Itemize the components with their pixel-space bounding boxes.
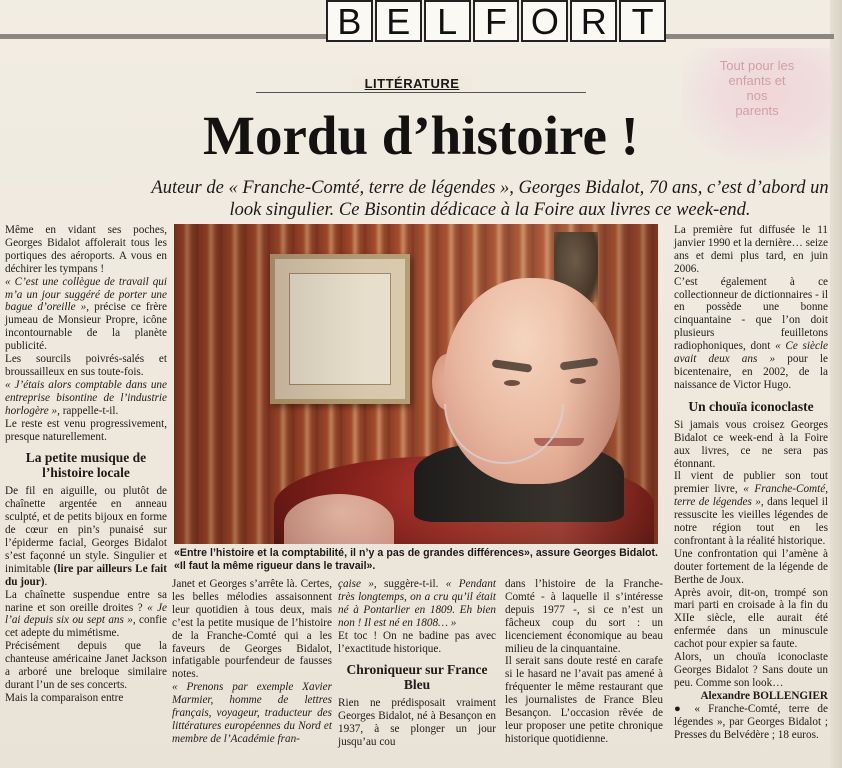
subheading: La petite musique de l’histoire locale [25, 450, 147, 481]
author-byline: Alexandre BOLLENGIER [700, 689, 828, 702]
paragraph: Les sourcils poivrés-salés et broussailleux en sus toute-fois. [5, 353, 167, 378]
text: Il vient de publier son tout premier livre, [674, 470, 828, 496]
book-reference: ● « Franche-Comté, terre de légendes », par Georges Bidalot ; Presses du Belvédère ; 18 euros. [674, 702, 828, 741]
subheading: Un chouïa iconoclaste [688, 398, 814, 414]
column-5 [674, 224, 828, 741]
masthead [326, 0, 666, 44]
paragraph: Alors, un chouïa iconoclaste Georges Bidalot ? Sans doute un peu. Comme son look… [674, 651, 828, 689]
quote: « Franche-Comté, terre de légendes » [674, 483, 829, 509]
paragraph: Le reste est venu progressivement, presque naturellement. [5, 417, 167, 443]
masthead-letter: F [473, 0, 520, 42]
masthead-rule-left [0, 34, 332, 39]
text: pour le bicentenaire, en 2002, de la naissance de Victor Hugo. [674, 353, 828, 391]
column-4 [505, 578, 663, 746]
quote: « Ce siècle avait deux ans » [674, 340, 828, 366]
text: C’est également à ce collectionneur de dictionnaires - il en possède une bonne cinquantaine - que l’on doit plusieurs feuilletons radiophoniques, dont [674, 275, 828, 353]
photo-shading [174, 224, 658, 544]
paragraph [338, 578, 496, 630]
advert-line: parents [735, 103, 779, 118]
text: La chaînette suspendue entre sa narine et son oreille droites ? [5, 588, 167, 614]
quote: « Pendant très longtemps, on a cru qu’il était né à Pontarlier en 1809. Eh bien non ! Il est né en 1808… » [338, 578, 496, 629]
column-3 [338, 578, 496, 749]
photo-caption: «Entre l’histoire et la comptabilité, il n’y a pas de grandes différences», assure Georges Bidalot. «Il faut la même rigueur dans le travail». [174, 547, 658, 572]
paragraph: Mais la comparaison entre [5, 691, 124, 704]
advert-line: nos [746, 88, 768, 103]
paragraph: Rien ne prédisposait vraiment Georges Bidalot, né à Besançon en 1937, à se plonger un jour jusqu’au cou [338, 697, 496, 749]
paragraph [5, 589, 167, 641]
masthead-letter: R [570, 0, 617, 42]
text: , dans lequel il ressuscite les vieilles légendes de notre région tout en les confrontant à la réalité historique. [674, 496, 829, 547]
standfirst: Auteur de « Franche-Comté, terre de légendes », Georges Bidalot, 70 ans, c’est d’abord un look singulier. Ce Bisontin dédicace à la Foire aux livres ce week-end. [151, 178, 829, 220]
quote: « Je l’ai depuis six ou sept ans » [5, 601, 168, 627]
column-1 [5, 224, 167, 705]
paragraph: Après avoir, dit-on, trompé son mari parti en croisade à la fin du XIIe siècle, elle aurait été enfermée dans un minuscule cachot pour expier sa faute. [674, 586, 828, 651]
advert-line: Tout pour les [719, 58, 795, 73]
paragraph [674, 470, 828, 547]
paragraph: Précisément depuis que la chanteuse américaine Janet Jackson a arboré une breloque similaire durant l’un de ses concerts. [5, 640, 167, 691]
text: De fil en aiguille, ou plutôt de chaînette argentée en anneau sculpté, et de petits bijoux en forme de cœur en pin’s punaisé sur l’épiderme facial, Georges Bidalot s’est façonné un style. Singulier et inimitable [5, 485, 167, 575]
paragraph: Une confrontation qui l’amène à douter fortement de la légende de Berthe de Joux. [674, 547, 828, 586]
quote: « C’est une collègue de travail qui m’a un jour suggéré de porter une bague d’oreille » [5, 275, 167, 314]
paragraph: Même en vidant ses poches, Georges Bidalot affolerait tous les portiques des aéroports. A vous en déchirer les tympans ! [5, 224, 167, 275]
paragraph: Janet et Georges s’arrête là. Certes, les belles mélodies assaisonnent leur quotidien à tous deux, mais c’est la petite musique de l’histoire de la Franche-Comté qui a les faveurs de Georges Bidalot, infatigable pourfendeur de fausses notes. [172, 578, 332, 681]
cross-reference: (lire par ailleurs Le fait du jour) [5, 562, 167, 588]
section-rubric: LITTÉRATURE [352, 76, 472, 91]
text: , précise ce frère jumeau de Monsieur Propre, icône incontournable de la planète publicité. [5, 301, 167, 353]
quote: çaise » [338, 578, 374, 590]
paragraph: La première fut diffusée le 11 janvier 1990 et la dernière… seize ans et demi plus tard, en juin 2006. [674, 224, 828, 275]
paragraph: Si jamais vous croisez Georges Bidalot ce week-end à la Foire aux livres, ce ne sera pas étonnant. [674, 418, 828, 470]
masthead-rule-right [666, 34, 834, 39]
paragraph: De fil en aiguille, ou plutôt de chaînette argentée en anneau sculpté, et de petits bijoux en forme de cœur en pin’s punaisé sur l’épiderme facial, Georges Bidalot s’est façonné un style. Singulier et inimitable (lire par ailleurs Le fait du jour). [5, 485, 167, 588]
quote: « Prenons par exemple Xavier Marmier, homme de lettres français, voyageur, traducteur des littératures européennes du Nord et membre de l’Académie fran- [172, 681, 332, 745]
masthead-letter: T [619, 0, 666, 42]
masthead-letter: E [375, 0, 422, 42]
paragraph [5, 379, 167, 418]
text: , suggère-t-il. [373, 578, 439, 590]
masthead-letter: B [326, 0, 373, 42]
masthead-letter: L [424, 0, 471, 42]
text: , rappelle-t-il. [57, 404, 119, 417]
paragraph: Et toc ! On ne badine pas avec l’exactitude historique. [338, 629, 496, 655]
paragraph [674, 276, 828, 392]
paragraph [5, 276, 167, 353]
headline: Mordu d’histoire ! [203, 105, 639, 166]
paragraph: dans l’histoire de la Franche-Comté - à laquelle il s’intéresse depuis 1977 -, si ce n’est un fâcheux coup du sort : un licenciement économique au beau milieu de la cinquantaine. [505, 578, 663, 655]
quote: « J’étais alors comptable dans une entreprise bisontine de l’industrie horlogère » [5, 378, 167, 417]
paragraph: Il serait sans doute resté en carafe si le hasard ne l’avait pas amené à fréquenter le même restaurant que les journalistes de France Bleu Besançon. L’occasion rêvée de leur proposer une petite chronique historique quotidienne. [505, 655, 663, 745]
column-2 [172, 578, 332, 746]
advert-line: enfants et [728, 73, 786, 88]
rubric-rule [256, 92, 586, 93]
portrait-photo [174, 224, 658, 544]
text: , confie cet adepte du mimétisme. [5, 614, 167, 640]
subheading: Chroniqueur sur France Bleu [346, 662, 488, 693]
masthead-letter: O [521, 0, 568, 42]
